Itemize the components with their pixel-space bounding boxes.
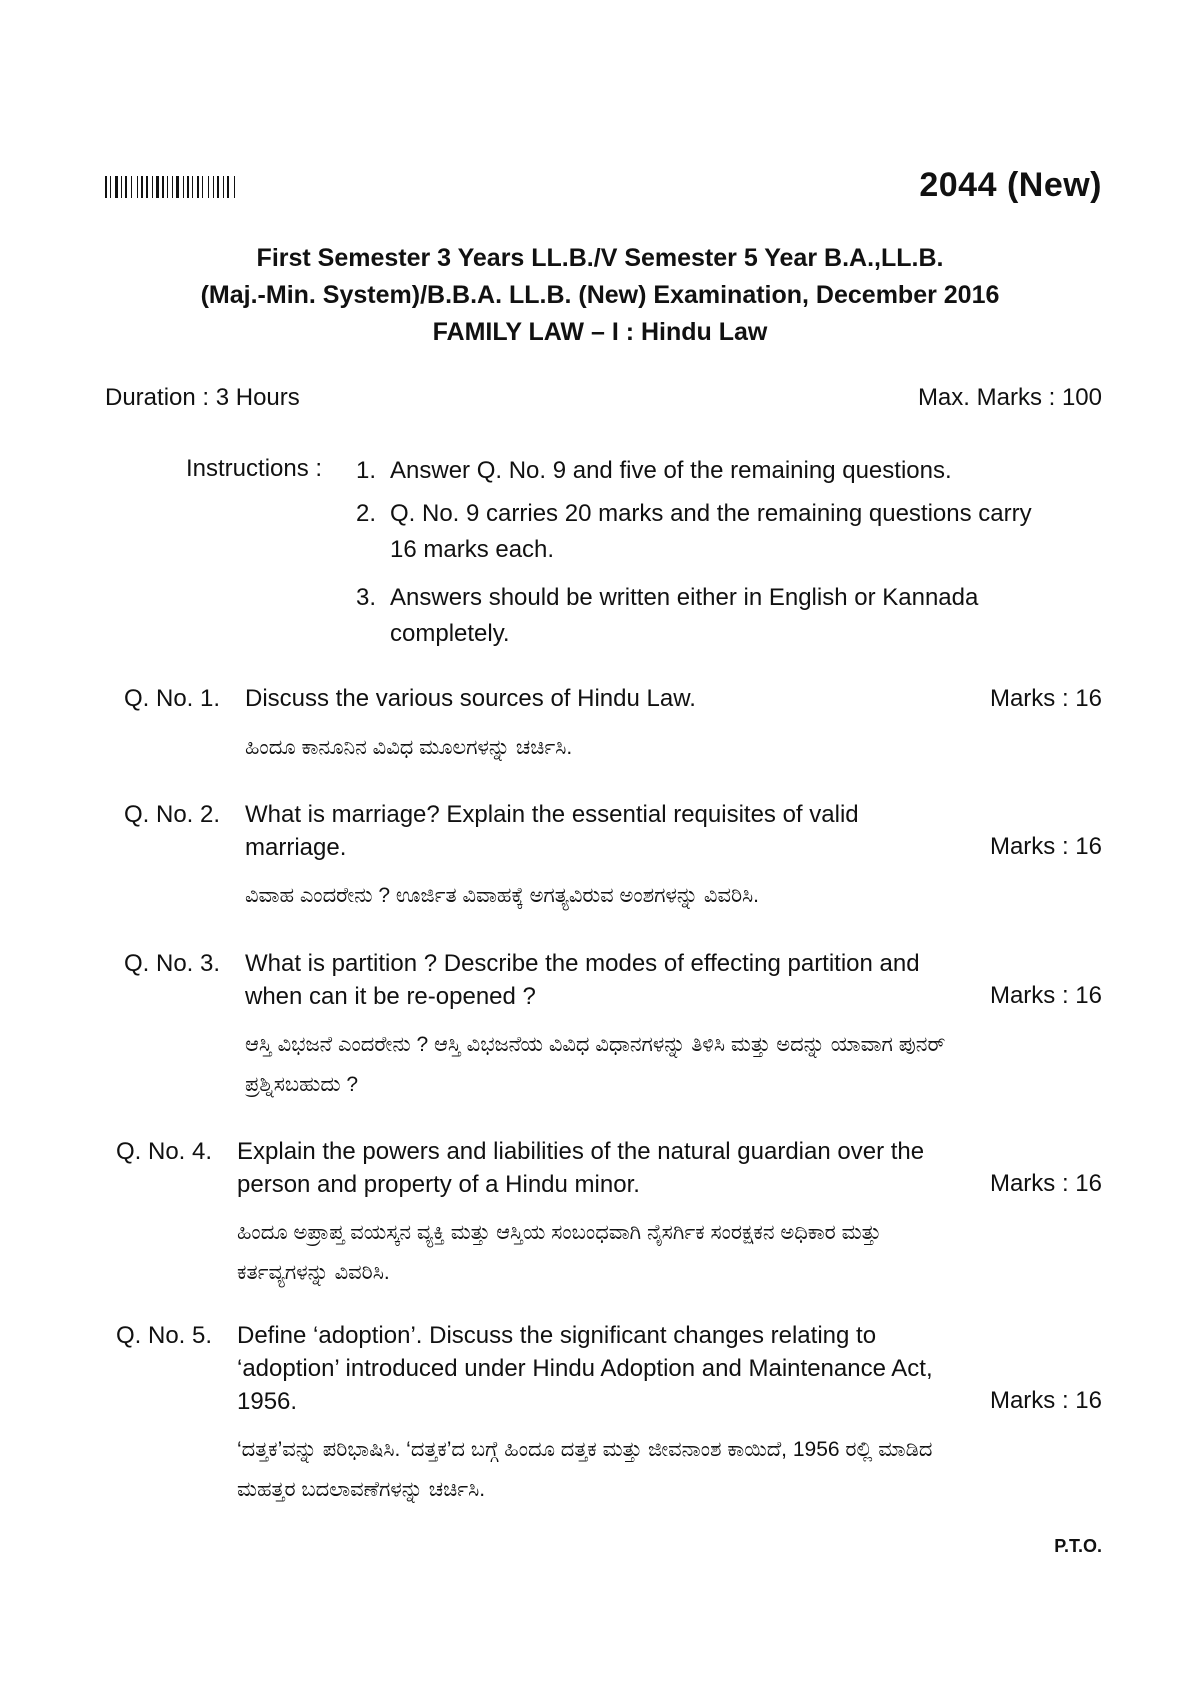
paper-code: 2044 (New) (919, 166, 1102, 204)
instruction-number: 2. (356, 500, 377, 527)
question-number: Q. No. 3. (124, 950, 221, 977)
question-marks: Marks : 16 (989, 982, 1102, 1009)
title-line: (Maj.-Min. System)/B.B.A. LL.B. (New) Examination, December 2016 (200, 281, 1000, 309)
question-marks: Marks : 16 (989, 1387, 1102, 1414)
instruction-text: Q. No. 9 carries 20 marks and the remaining questions carry 16 marks each. (390, 500, 1032, 563)
question-marks: Marks : 16 (989, 685, 1102, 712)
question-number: Q. No. 1. (124, 685, 221, 712)
title-line: FAMILY LAW – I : Hindu Law (432, 318, 768, 346)
instruction-item (356, 453, 1066, 489)
question-kannada: ಆಸ್ತಿ ವಿಭಜನೆ ಎಂದರೇನು ? ಆಸ್ತಿ ವಿಭಜನೆಯ ವಿವಿಧ ವಿಧಾನಗಳನ್ನು ತಿಳಿಸಿ ಮತ್ತು ಅದನ್ನು ಯಾವಾಗ ಪುನರ್ ಪ್ರಶ್ನಿಸಬಹುದು ? (245, 1033, 946, 1096)
max-marks: Max. Marks : 100 (917, 384, 1102, 411)
instruction-item (356, 496, 1036, 568)
question-text: What is partition ? Describe the modes of effecting partition and when can it be re-opened ? (245, 950, 920, 1010)
barcode-icon (105, 176, 310, 198)
pto-label: P.T.O. (1054, 1536, 1102, 1556)
title-line: First Semester 3 Years LL.B./V Semester 5 Year B.A.,LL.B. (256, 244, 944, 272)
instruction-number: 1. (356, 457, 377, 484)
question-number: Q. No. 4. (116, 1138, 213, 1165)
question-marks: Marks : 16 (989, 833, 1102, 860)
question-number: Q. No. 2. (124, 801, 221, 828)
instructions-label: Instructions : (186, 455, 323, 482)
question-text: Define ‘adoption’. Discuss the significant changes relating to ‘adoption’ introduced under Hindu Adoption and Maintenance Act, 1956. (237, 1322, 933, 1415)
question-kannada: ಹಿಂದೂ ಕಾನೂನಿನ ವಿವಿಧ ಮೂಲಗಳನ್ನು ಚರ್ಚಿಸಿ. (245, 736, 573, 759)
question-text: Discuss the various sources of Hindu Law. (245, 685, 696, 712)
instruction-item (356, 580, 1036, 652)
question-kannada: ವಿವಾಹ ಎಂದರೇನು ? ಊರ್ಜಿತ ವಿವಾಹಕ್ಕೆ ಅಗತ್ಯವಿರುವ ಅಂಶಗಳನ್ನು ವಿವರಿಸಿ. (245, 884, 760, 907)
exam-title (0, 240, 1200, 351)
instruction-text: Answer Q. No. 9 and five of the remaining questions. (390, 457, 952, 484)
instruction-text: Answers should be written either in English or Kannada completely. (390, 584, 979, 647)
duration: Duration : 3 Hours (105, 384, 300, 411)
question-text: What is marriage? Explain the essential requisites of valid marriage. (245, 801, 859, 861)
question-kannada: ಹಿಂದೂ ಅಪ್ರಾಪ್ತ ವಯಸ್ಕನ ವ್ಯಕ್ತಿ ಮತ್ತು ಆಸ್ತಿಯ ಸಂಬಂಧವಾಗಿ ನೈಸರ್ಗಿಕ ಸಂರಕ್ಷಕನ ಅಧಿಕಾರ ಮತ್ತು ಕರ್ತವ್ಯಗಳನ್ನು ವಿವರಿಸಿ. (237, 1221, 882, 1284)
instruction-number: 3. (356, 584, 377, 611)
question-number: Q. No. 5. (116, 1322, 213, 1349)
question-marks: Marks : 16 (989, 1170, 1102, 1197)
question-kannada: ‘ದತ್ತಕ’ವನ್ನು ಪರಿಭಾಷಿಸಿ. ‘ದತ್ತಕ’ದ ಬಗ್ಗೆ ಹಿಂದೂ ದತ್ತಕ ಮತ್ತು ಜೀವನಾಂಶ ಕಾಯಿದೆ, 1956 ರಲ್ಲಿ ಮಾಡಿದ ಮಹತ್ತರ ಬದಲಾವಣೆಗಳನ್ನು ಚರ್ಚಿಸಿ. (237, 1438, 933, 1501)
question-text: Explain the powers and liabilities of the natural guardian over the person and property of a Hindu minor. (237, 1138, 925, 1198)
